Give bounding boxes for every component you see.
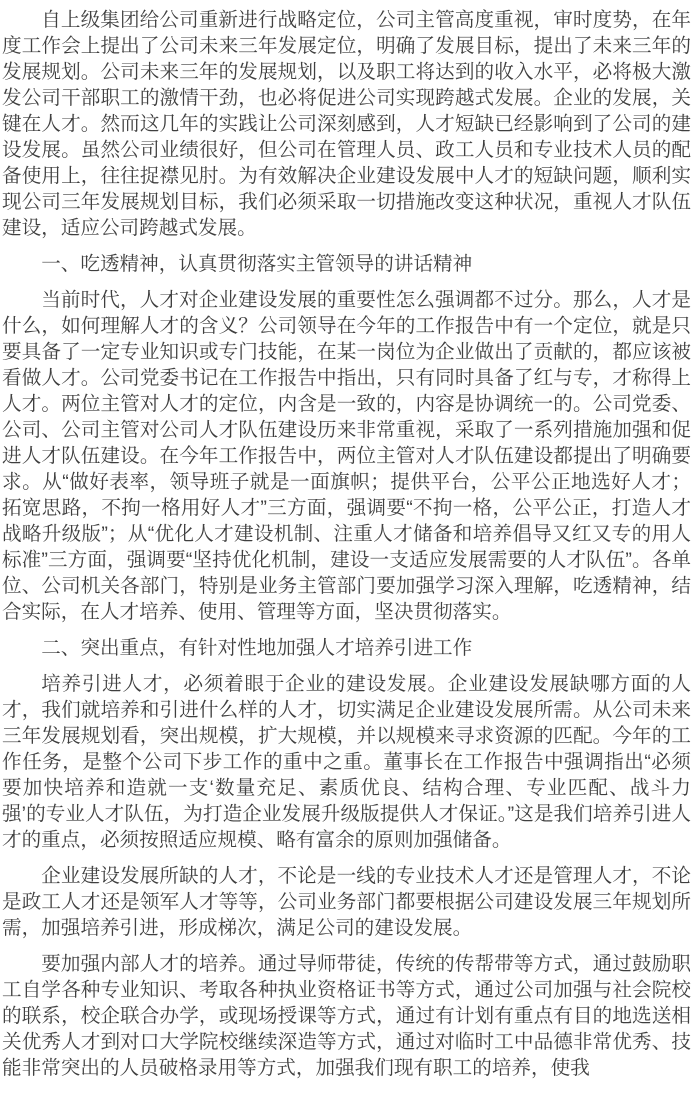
paragraph: 当前时代，人才对企业建设发展的重要性怎么强调都不过分。那么，人才是什么，如何理解人才的含义？公司领导在今年的工作报告中有一个定位，就是只要具备了一定专业知识或专门技能，在某一岗位为企业做出了贡献的，都应该被看做人才。公司党委书记在工作报告中指出，只有同时具备了红与专，才称得上人才。两位主管对人才的定位，内含是一致的，内容是协调统一的。公司党委、公司、公司主管对公司人才队伍建设历来非常重视，采取了一系列措施加强和促进人才队伍建设。在今年工作报告中，两位主管对人才队伍建设都提出了明确要求。从“做好表率，领导班子就是一面旗帜；提供平台，公平公正地选好人才；拓宽思路，不拘一格用好人才”三方面，强调要“不拘一格，公平公正，打造人才战略升级版”；从“优化人才建设机制、注重人才储备和培养倡导又红又专的用人标准”三方面，强调要“坚持优化机制，建设一支适应发展需要的人才队伍”。各单位、公司机关各部门，特别是业务主管部门要加强学习深入理解，吃透精神，结合实际，在人才培养、使用、管理等方面，坚决贯彻落实。	[2, 289, 691, 623]
paragraph: 培养引进人才，必须着眼于企业的建设发展。企业建设发展缺哪方面的人才，我们就培养和引进什么样的人才，切实满足企业建设发展所需。从公司未来三年发展规划看，突出规模，扩大规模，并以规模来寻求资源的匹配。今年的工作任务，是整个公司下步工作的重中之重。董事长在工作报告中强调指出“必须要加快培养和造就一支‘数量充足、素质优良、结构合理、专业匹配、战斗力强’的专业人才队伍，为打造企业发展升级版提供人才保证。”这是我们培养引进人才的重点，必须按照适应规模、略有富余的原则加强储备。	[2, 673, 691, 851]
paragraph: 自上级集团给公司重新进行战略定位，公司主管高度重视，审时度势，在年度工作会上提出了公司未来三年发展定位，明确了发展目标，提出了未来三年的发展规划。公司未来三年的发展规划，以及职工将达到的收入水平，必将极大激发公司干部职工的激情干劲，也必将促进公司实现跨越式发展。企业的发展，关键在人才。然而这几年的实践让公司深刻感到，人才短缺已经影响到了公司的建设发展。虽然公司业绩很好，但公司在管理人员、政工人员和专业技术人员的配备使用上，往往捉襟见肘。为有效解决企业建设发展中人才的短缺问题，顺利实现公司三年发展规划目标，我们必须采取一切措施改变这种状况，重视人才队伍建设，适应公司跨越式发展。	[2, 9, 691, 239]
paragraph: 企业建设发展所缺的人才，不论是一线的专业技术人才还是管理人才，不论是政工人才还是领军人才等等，公司业务部门都要根据公司建设发展三年规划所需，加强培养引进，形成梯次，满足公司的建设发展。	[2, 865, 691, 939]
section-heading: 一、吃透精神，认真贯彻落实主管领导的讲话精神	[41, 253, 473, 275]
section-heading: 二、突出重点，有针对性地加强人才培养引进工作	[41, 637, 473, 659]
paragraph: 要加强内部人才的培养。通过导师带徒，传统的传帮带等方式，通过鼓励职工自学各种专业知识、考取各种执业资格证书等方式，通过公司加强与社会院校的联系，校企联合办学，或现场授课等方式，通过有计划有重点有目的地选送相关优秀人才到对口大学院校继续深造等方式，通过对临时工中品德非常优秀、技能非常突出的人员破格录用等方式，加强我们现有职工的培养，使我	[2, 953, 691, 1079]
